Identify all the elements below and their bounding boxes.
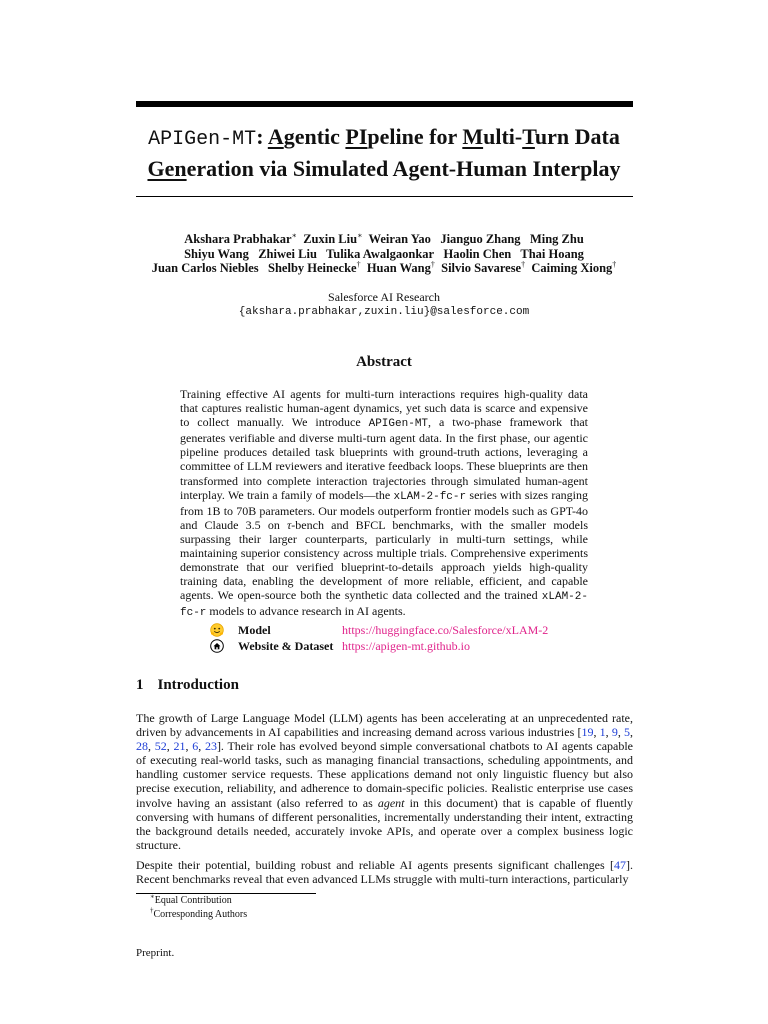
author-name: Shiyu Wang: [184, 246, 249, 261]
abstract-text: Training effective AI agents for multi-turn interactions requires high-quality data that captures realistic human-agent dynamics, yet such data is scarce and expensive to collect manually. We introduce APIGen-MT, a two-phase framework that generates verifiable and diverse multi-turn agent data. In the first phase, our agentic pipeline produces detailed task blueprints with ground-truth actions, leveraging a committee of LLM reviewers and iterative feedback loops. These blueprints are then transformed into complete interaction trajectories through simulated human-agent interplay. We train a family of models—the xLAM-2-fc-r series with sizes ranging from 1B to 70B parameters. Our models outperform frontier models such as GPT-4o and Claude 3.5 on τ-bench and BFCL benchmarks, with the smaller models surpassing their larger counterparts, particularly in multi-turn settings, while maintaining superior consistency across multiple trials. Comprehensive experiments demonstrate that our verified blueprint-to-details approach yields high-quality training data, enabling the development of more reliable, efficient, and capable agents. We open-source both the synthetic data collected and the trained xLAM-2-fc-r models to advance research in AI agents.: [180, 387, 589, 620]
affiliation: [120, 290, 648, 320]
citation-link[interactable]: 1: [599, 725, 606, 740]
resource-links: [210, 622, 548, 654]
author-name: Jianguo Zhang: [440, 232, 521, 246]
author-name: Zuxin Liu: [303, 232, 358, 246]
citation-link[interactable]: 52: [154, 739, 167, 754]
abstract-heading: Abstract: [356, 354, 412, 370]
author-name: Juan Carlos Niebles: [151, 261, 259, 276]
author-name: Huan Wang: [366, 261, 431, 276]
preprint-label: Preprint.: [136, 947, 175, 959]
affiliation-org: Salesforce AI Research: [328, 290, 440, 304]
model-link-row: [210, 622, 548, 638]
author-name: Akshara Prabhakar: [184, 232, 292, 246]
citation-link[interactable]: 6: [192, 739, 199, 754]
citation-link[interactable]: 9: [611, 725, 618, 740]
website-link-label: Website & Dataset: [238, 638, 334, 653]
citation-link[interactable]: 21: [173, 739, 186, 754]
citation-link[interactable]: 5: [624, 725, 631, 740]
section-number: 1: [136, 677, 144, 693]
section-title: Introduction: [157, 677, 239, 693]
section-heading: [136, 677, 239, 694]
home-icon: [210, 639, 224, 653]
paper-title: APIGen-MT: Agentic PIpeline for Multi-Turn Data Generation via Simulated Agent-Human Interplay: [147, 124, 621, 181]
citation-link[interactable]: 28: [136, 739, 148, 754]
author-name: Ming Zhu: [529, 232, 584, 246]
affiliation-emails: {akshara.prabhakar,zuxin.liu}@salesforce.com: [238, 306, 530, 318]
title-bottom-rule: [136, 196, 633, 197]
footnote-equal-contribution: ∗Equal Contribution: [150, 892, 232, 906]
author-list: [120, 232, 648, 276]
intro-paragraph-1: The growth of Large Language Model (LLM) agents has been accelerating at an unprecedented rate, driven by advancements in AI capabilities and increasing demand across various industries [19, 1, 9, 5, 28, 52, 21, 6, 23]. Their role has evolved beyond simple conversational chatbots to AI agents capable of executing real-world tasks, such as managing financial transactions, scheduling appointments, and handling customer service requests. These applications demand not only linguistic fluency but also precise execution, reliability, and adherence to domain-specific policies. Realistic enterprise use cases involve having an assistant (also referred to as agent in this document) that is capable of fluently conversing with humans of different personalities, incrementally understanding their intent, extracting the background details needed, accurately invoke APIs, and operate over a complex business logic structure.: [136, 711, 634, 852]
author-line-3: Juan Carlos Niebles Shelby Heinecke† Huan Wang† Silvio Savarese† Caiming Xiong†: [151, 260, 617, 276]
intro-paragraph-2: Despite their potential, building robust and reliable AI agents presents significant challenges [47]. Recent benchmarks reveal that even advanced LLMs struggle with multi-turn interactions, particularly: [136, 858, 633, 887]
author-name: Weiran Yao: [368, 232, 431, 246]
citation-link[interactable]: 47: [614, 858, 626, 872]
author-line-2: [120, 247, 648, 262]
author-name: Tulika Awalgaonkar: [326, 246, 435, 261]
citation-link[interactable]: 23: [204, 739, 217, 754]
author-name: Haolin Chen: [443, 246, 512, 261]
title-top-rule: [136, 101, 633, 107]
website-link-row: [210, 638, 548, 654]
author-name: Thai Hoang: [520, 246, 584, 261]
author-line-1: Akshara Prabhakar∗ Zuxin Liu∗ Weiran Yao Jianguo Zhang Ming Zhu: [184, 230, 584, 246]
model-link-url[interactable]: https://huggingface.co/Salesforce/xLAM-2: [342, 622, 549, 637]
author-name: Zhiwei Liu: [258, 246, 317, 261]
hugging-face-icon: [210, 623, 224, 637]
model-link-label: Model: [238, 622, 271, 637]
footnote-corresponding-authors: †Corresponding Authors: [150, 906, 248, 920]
footnote-rule: [136, 893, 316, 894]
website-link-url[interactable]: https://apigen-mt.github.io: [342, 638, 470, 653]
author-name: Caiming Xiong: [531, 261, 613, 276]
author-name: Silvio Savarese: [441, 261, 522, 276]
author-name: Shelby Heinecke: [268, 261, 357, 276]
citation-link[interactable]: 19: [581, 725, 594, 740]
